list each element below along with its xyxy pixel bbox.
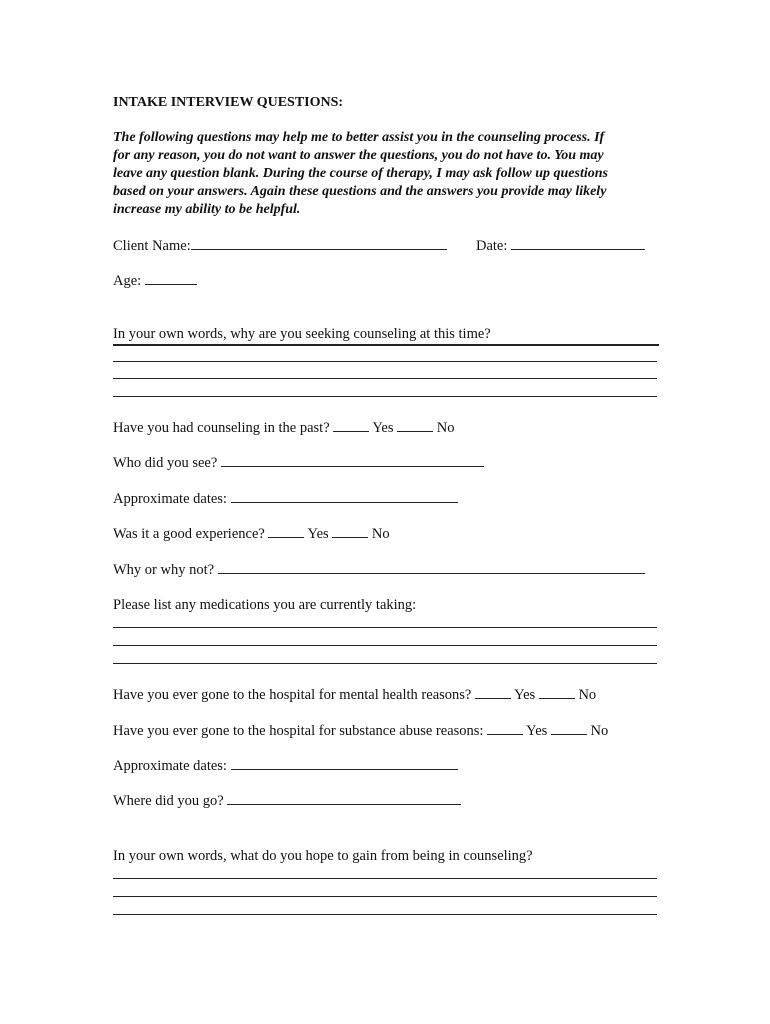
question-hospital-substance-row	[113, 721, 608, 740]
date-field[interactable]	[511, 236, 645, 250]
who-field[interactable]	[221, 453, 484, 467]
answer-line[interactable]	[113, 663, 657, 664]
intro-line: based on your answers. Again these questions and the answers you provide may likely	[113, 184, 607, 199]
intro-line: leave any question blank. During the course of therapy, I may ask follow up questions	[113, 166, 608, 181]
question-seeking: In your own words, why are you seeking counseling at this time?	[113, 326, 491, 342]
answer-line[interactable]	[113, 645, 657, 646]
answer-line[interactable]	[113, 344, 659, 346]
question-past-counseling: Have you had counseling in the past?	[113, 420, 330, 436]
yes-label: Yes	[307, 526, 329, 542]
answer-line[interactable]	[113, 378, 657, 379]
question-who: Who did you see?	[113, 455, 218, 471]
answer-line[interactable]	[113, 396, 657, 397]
no-label: No	[436, 420, 455, 436]
question-hospital-mental-row	[113, 685, 596, 704]
yes-checkbox-blank[interactable]	[475, 685, 511, 699]
yes-label: Yes	[372, 420, 394, 436]
question-dates2-row	[113, 756, 458, 775]
question-where: Where did you go?	[113, 793, 224, 809]
answer-line[interactable]	[113, 627, 657, 628]
question-where-row	[113, 791, 461, 810]
yes-checkbox-blank[interactable]	[487, 721, 523, 735]
date-label: Date:	[476, 238, 508, 254]
question-good-row	[113, 524, 390, 543]
question-good: Was it a good experience?	[113, 526, 265, 542]
question-hospital-substance: Have you ever gone to the hospital for substance abuse reasons:	[113, 723, 484, 739]
question-hospital-mental: Have you ever gone to the hospital for mental health reasons?	[113, 687, 472, 703]
no-checkbox-blank[interactable]	[551, 721, 587, 735]
question-dates-row	[113, 489, 458, 508]
question-dates: Approximate dates:	[113, 491, 227, 507]
question-who-row	[113, 453, 484, 472]
yes-label: Yes	[514, 687, 536, 703]
question-past-counseling-row	[113, 418, 454, 437]
answer-line[interactable]	[113, 361, 657, 362]
intro-line: increase my ability to be helpful.	[113, 202, 301, 217]
answer-line[interactable]	[113, 914, 657, 915]
client-name-label: Client Name:	[113, 238, 191, 254]
yes-label: Yes	[526, 723, 548, 739]
answer-line[interactable]	[113, 896, 657, 897]
intro-line: The following questions may help me to better assist you in the counseling process. If	[113, 130, 605, 145]
client-name-row	[113, 236, 447, 255]
no-label: No	[578, 687, 597, 703]
answer-line[interactable]	[113, 878, 657, 879]
no-checkbox-blank[interactable]	[539, 685, 575, 699]
no-checkbox-blank[interactable]	[332, 524, 368, 538]
no-label: No	[371, 526, 390, 542]
intro-paragraph	[113, 129, 658, 219]
dates2-field[interactable]	[231, 756, 458, 770]
question-why: Why or why not?	[113, 562, 215, 578]
where-field[interactable]	[227, 791, 461, 805]
no-label: No	[590, 723, 609, 739]
age-row	[113, 271, 197, 290]
dates-field[interactable]	[231, 489, 458, 503]
age-label: Age:	[113, 273, 142, 289]
question-medications: Please list any medications you are currently taking:	[113, 597, 417, 613]
form-title: INTAKE INTERVIEW QUESTIONS:	[113, 95, 344, 110]
why-field[interactable]	[218, 560, 645, 574]
question-dates2: Approximate dates:	[113, 758, 227, 774]
question-why-row	[113, 560, 645, 579]
date-row	[476, 236, 645, 255]
intro-line: for any reason, you do not want to answer the questions, you do not have to. You may	[113, 148, 604, 163]
question-hope: In your own words, what do you hope to gain from being in counseling?	[113, 848, 533, 864]
age-field[interactable]	[145, 271, 197, 285]
client-name-field[interactable]	[191, 236, 447, 250]
yes-checkbox-blank[interactable]	[333, 418, 369, 432]
no-checkbox-blank[interactable]	[397, 418, 433, 432]
yes-checkbox-blank[interactable]	[268, 524, 304, 538]
